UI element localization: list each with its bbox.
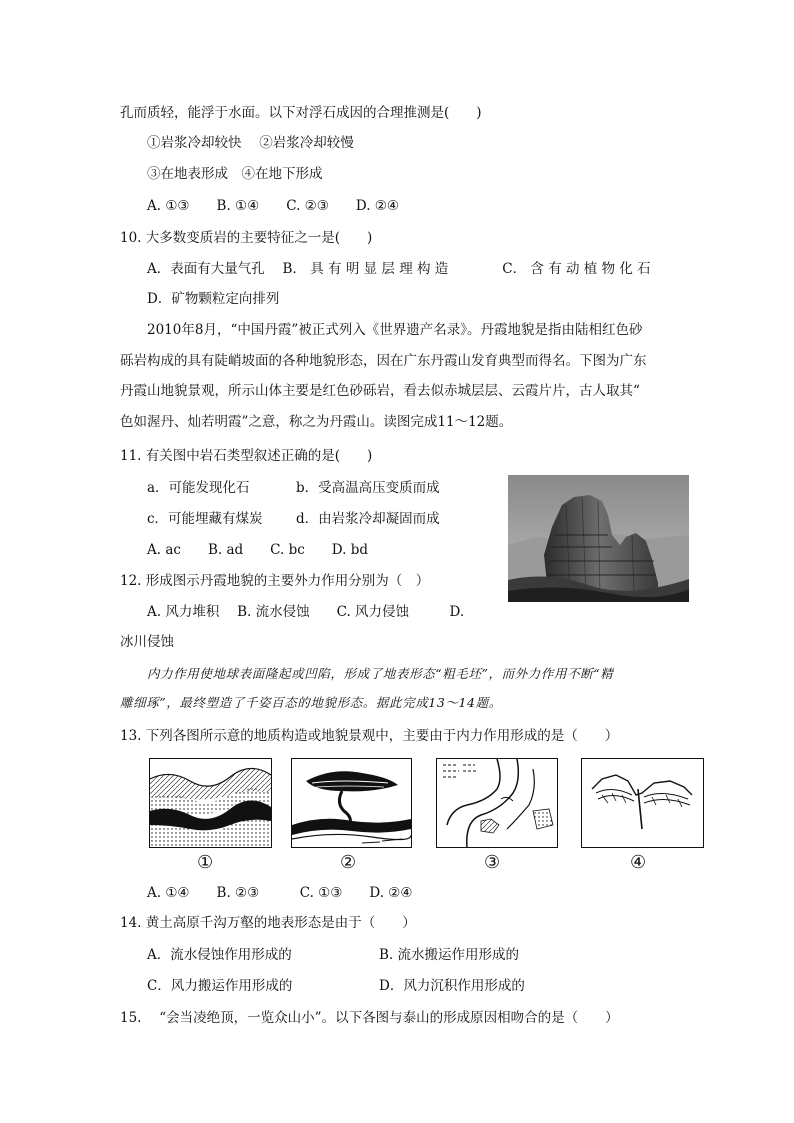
q9-answer-choices: A. ①③ B. ①④ C. ②③ D. ②④	[147, 198, 400, 214]
q11-option-a: a．可能发现化石	[147, 480, 250, 496]
danxia-landform-photo	[508, 475, 689, 602]
q12-stem: 12. 形成图示丹霞地貌的主要外力作用分别为（ ）	[120, 573, 430, 589]
q9-stem-continued: 孔而质轻，能浮于水面。以下对浮石成因的合理推测是( )	[120, 105, 482, 121]
inner-outer-force-paragraph-line-2: 雕细琢”，最终塑造了千姿百态的地貌形态。据此完成13～14题。	[120, 695, 502, 710]
danxia-paragraph-line-2: 砾岩构成的具有陡峭坡面的各种地貌形态，因在广东丹霞山发育典型而得名。下图为广东	[120, 353, 647, 369]
q11-option-b: b．受高温高压变质而成	[296, 480, 440, 496]
q14-option-b: B. 流水搬运作用形成的	[379, 947, 520, 963]
figure-4-label: ④	[630, 852, 647, 873]
q9-option-row-2: ③在地表形成 ④在地下形成	[147, 166, 323, 182]
figure-4-fault-structure	[581, 758, 704, 848]
figure-2-mushroom-rock	[291, 758, 412, 848]
q14-option-d: D．风力沉积作用形成的	[379, 978, 525, 994]
figure-3-river-landform	[436, 758, 558, 848]
q13-answer-choices: A. ①④ B. ②③ C. ①③ D. ②④	[147, 885, 413, 901]
q14-option-c: C．风力搬运作用形成的	[147, 978, 293, 994]
figure-1-folded-strata	[149, 758, 272, 848]
danxia-paragraph-line-4: 色如渥丹、灿若明霞”之意，称之为丹霞山。读图完成11～12题。	[120, 414, 513, 430]
q14-stem: 14. 黄土高原千沟万壑的地表形态是由于（ ）	[120, 915, 416, 931]
q10-stem: 10. 大多数变质岩的主要特征之一是( )	[120, 230, 373, 246]
q10-options-row-2: D．矿物颗粒定向排列	[147, 291, 280, 307]
q15-stem: 15. “会当凌绝顶，一览众山小”。以下各图与泰山的形成原因相吻合的是（ ）	[120, 1010, 619, 1026]
danxia-paragraph-line-1: 2010年8月，“中国丹霞”被正式列入《世界遗产名录》。丹霞地貌是指由陆相红色砂	[147, 322, 643, 338]
q11-answer-choices: A. ac B. ad C. bc D. bd	[147, 542, 368, 558]
figure-1-label: ①	[197, 852, 214, 873]
figure-2-label: ②	[340, 852, 357, 873]
q14-option-a: A．流水侵蚀作用形成的	[147, 947, 292, 963]
q10-options-row-1: A．表面有大量气孔 B． 具 有 明 显 层 理 构 造 C． 含 有 动 植 物 化 石	[147, 261, 651, 277]
danxia-paragraph-line-3: 丹霞山地貌景观，所示山体主要是红色砂砾岩，看去似赤城层层、云霞片片，古人取其“	[120, 383, 640, 399]
q11-stem: 11. 有关图中岩石类型叙述正确的是( )	[120, 448, 373, 464]
q11-option-d: d．由岩浆冷却凝固而成	[296, 511, 440, 527]
q12-options: A. 风力堆积 B. 流水侵蚀 C. 风力侵蚀 D.	[147, 604, 465, 620]
q13-stem: 13. 下列各图所示意的地质构造或地貌景观中，主要由于内力作用形成的是（ ）	[120, 728, 619, 744]
q11-option-c: c．可能埋藏有煤炭	[147, 511, 263, 527]
q9-option-row-1: ①岩浆冷却较快 ②岩浆冷却较慢	[147, 135, 354, 151]
inner-outer-force-paragraph-line-1: 内力作用使地球表面隆起或凹陷，形成了地表形态“粗毛坯”，而外力作用不断“精	[147, 666, 614, 681]
q12-option-d-continued: 冰川侵蚀	[120, 634, 174, 650]
figure-3-label: ③	[484, 852, 501, 873]
